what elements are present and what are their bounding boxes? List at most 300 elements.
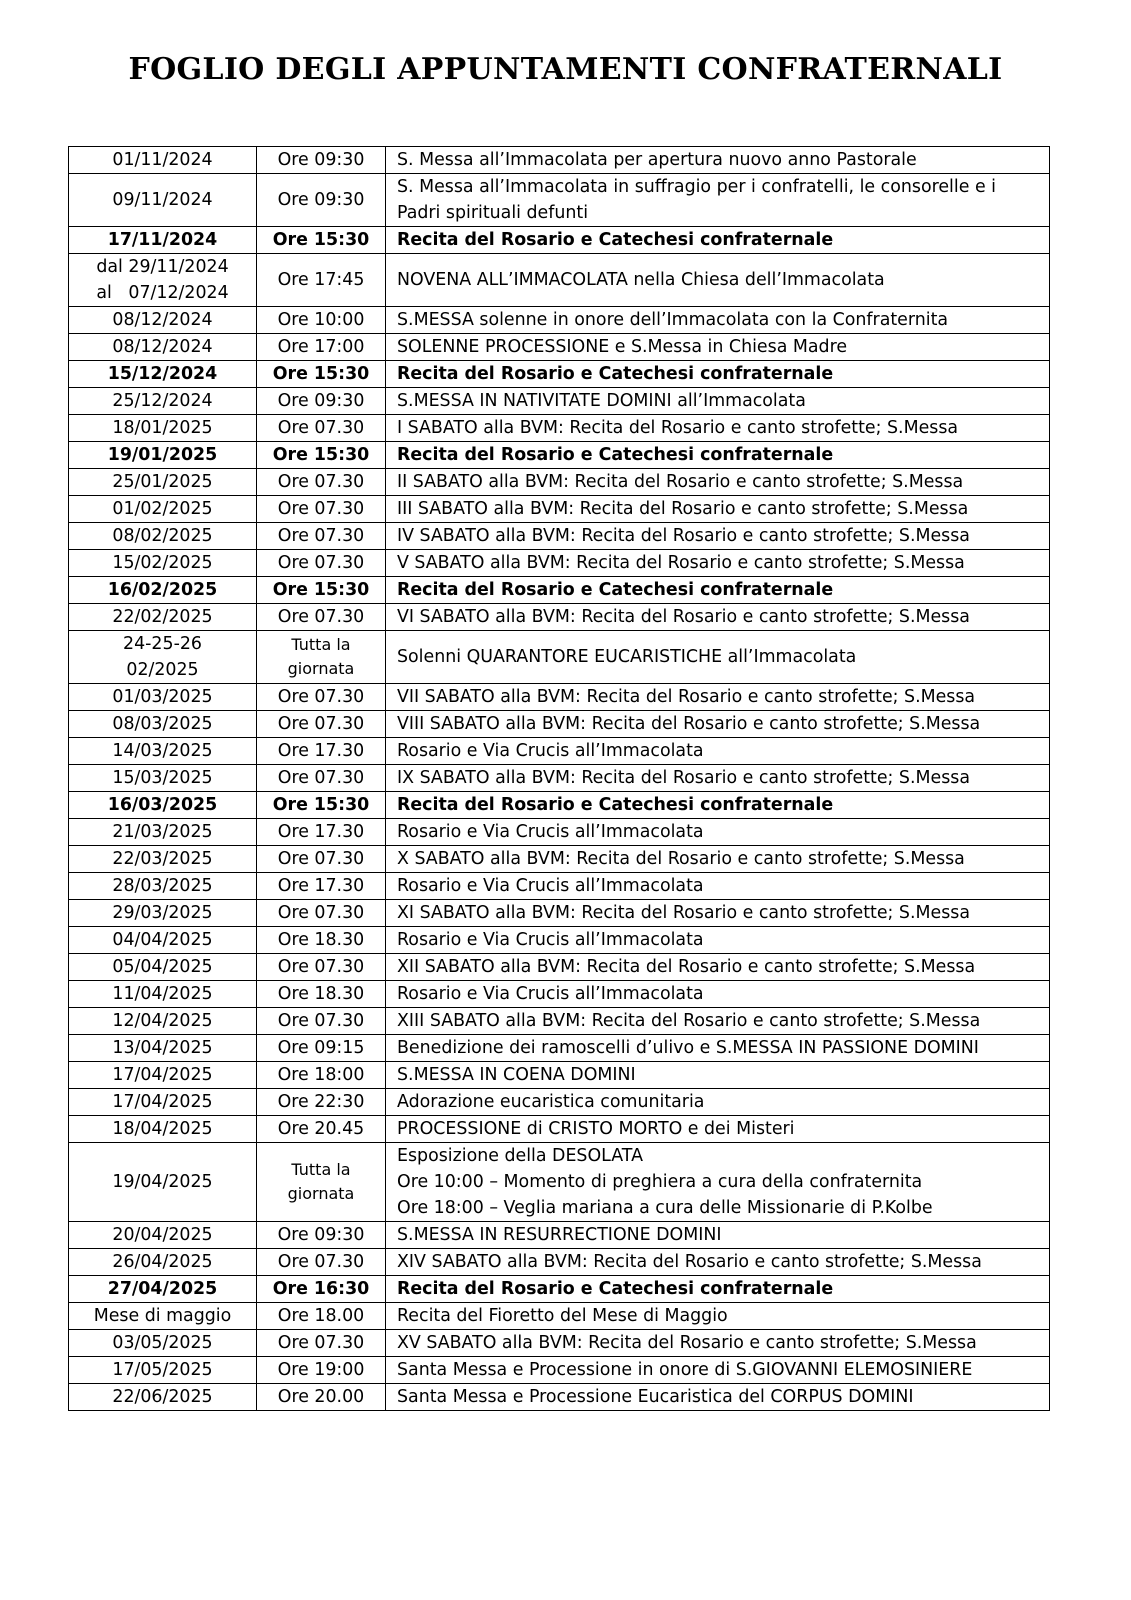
event-time-text: Ore 07.30	[277, 768, 365, 788]
event-description-text: VI SABATO alla BVM: Recita del Rosario e canto strofette; S.Messa	[397, 607, 970, 627]
event-description-text: XIII SABATO alla BVM: Recita del Rosario e canto strofette; S.Messa	[397, 1011, 981, 1031]
event-time-text: Ore 09:30	[277, 150, 365, 170]
event-date	[69, 1062, 257, 1089]
event-time-text: Ore 20.00	[277, 1387, 365, 1407]
event-date-text: 02/2025	[126, 660, 199, 680]
table-row	[69, 147, 1050, 174]
event-time	[257, 361, 386, 388]
event-time	[257, 819, 386, 846]
event-date-text: 28/03/2025	[112, 876, 213, 896]
event-time	[257, 1357, 386, 1384]
event-description	[386, 577, 1050, 604]
event-date-text: 08/02/2025	[112, 526, 213, 546]
event-time	[257, 1249, 386, 1276]
event-date-text: 08/12/2024	[112, 337, 213, 357]
table-row	[69, 1116, 1050, 1143]
event-description	[386, 604, 1050, 631]
table-row	[69, 1222, 1050, 1249]
event-description	[386, 738, 1050, 765]
event-description	[386, 174, 1050, 227]
event-description-text: Recita del Rosario e Catechesi confraternale	[397, 230, 834, 250]
event-date-text: 17/04/2025	[112, 1092, 213, 1112]
event-date-text: 15/12/2024	[107, 364, 218, 384]
event-time	[257, 1222, 386, 1249]
event-date-text: 22/02/2025	[112, 607, 213, 627]
event-date-text: 17/04/2025	[112, 1065, 213, 1085]
table-row	[69, 846, 1050, 873]
event-description	[386, 1062, 1050, 1089]
event-description	[386, 550, 1050, 577]
event-date-text: 15/03/2025	[112, 768, 213, 788]
event-time	[257, 1143, 386, 1222]
event-time	[257, 738, 386, 765]
event-time-text: Ore 07.30	[277, 1333, 365, 1353]
table-row	[69, 388, 1050, 415]
event-time-text: Ore 17.30	[277, 741, 365, 761]
event-description	[386, 1089, 1050, 1116]
event-description	[386, 792, 1050, 819]
event-date	[69, 361, 257, 388]
event-date	[69, 1035, 257, 1062]
event-description-text: X SABATO alla BVM: Recita del Rosario e canto strofette; S.Messa	[397, 849, 965, 869]
event-description-text: Benedizione dei ramoscelli d’ulivo e S.MESSA IN PASSIONE DOMINI	[397, 1038, 979, 1058]
table-row	[69, 334, 1050, 361]
event-description-text: XV SABATO alla BVM: Recita del Rosario e canto strofette; S.Messa	[397, 1333, 977, 1353]
event-time-text: Ore 18.30	[277, 984, 365, 1004]
event-time-text: Ore 16:30	[272, 1279, 370, 1299]
table-row	[69, 1384, 1050, 1411]
event-date-text: 05/04/2025	[112, 957, 213, 977]
event-time	[257, 711, 386, 738]
schedule-table	[68, 146, 1050, 1411]
event-time-text: Tutta la	[291, 635, 351, 654]
event-date-text: 16/02/2025	[107, 580, 218, 600]
event-time	[257, 1330, 386, 1357]
event-time-text: Ore 07.30	[277, 526, 365, 546]
event-time-text: Ore 10:00	[277, 310, 365, 330]
event-date	[69, 227, 257, 254]
event-time	[257, 550, 386, 577]
event-date	[69, 631, 257, 684]
event-time-text: Ore 07.30	[277, 714, 365, 734]
event-time-text: Ore 07.30	[277, 472, 365, 492]
event-date-text: 17/05/2025	[112, 1360, 213, 1380]
event-date	[69, 1222, 257, 1249]
event-description-text: XII SABATO alla BVM: Recita del Rosario e canto strofette; S.Messa	[397, 957, 976, 977]
table-row	[69, 819, 1050, 846]
event-time-text: Ore 09:30	[277, 391, 365, 411]
event-description	[386, 523, 1050, 550]
event-date	[69, 577, 257, 604]
event-time-text: Ore 07.30	[277, 687, 365, 707]
event-date-text: 09/11/2024	[112, 190, 213, 210]
event-date	[69, 1249, 257, 1276]
event-time-text: Ore 18.00	[277, 1306, 365, 1326]
event-date-text: 26/04/2025	[112, 1252, 213, 1272]
event-time-text: Ore 17:00	[277, 337, 365, 357]
event-description	[386, 954, 1050, 981]
event-time	[257, 147, 386, 174]
table-row	[69, 523, 1050, 550]
event-description	[386, 334, 1050, 361]
event-date	[69, 415, 257, 442]
event-time-text: Ore 19:00	[277, 1360, 365, 1380]
event-time	[257, 334, 386, 361]
table-row	[69, 900, 1050, 927]
table-row	[69, 631, 1050, 684]
event-description-text: Rosario e Via Crucis all’Immacolata	[397, 741, 704, 761]
event-date-text: 18/01/2025	[112, 418, 213, 438]
event-description	[386, 765, 1050, 792]
event-date	[69, 1276, 257, 1303]
event-date	[69, 738, 257, 765]
event-date-text: 21/03/2025	[112, 822, 213, 842]
table-row	[69, 1143, 1050, 1222]
event-description	[386, 819, 1050, 846]
event-time-text: Ore 17.30	[277, 822, 365, 842]
event-date-text: 12/04/2025	[112, 1011, 213, 1031]
table-row	[69, 765, 1050, 792]
event-date-text: 25/12/2024	[112, 391, 213, 411]
event-description-text: Recita del Rosario e Catechesi confraternale	[397, 795, 834, 815]
event-description-text: Recita del Fioretto del Mese di Maggio	[397, 1306, 728, 1326]
event-date	[69, 254, 257, 307]
event-time	[257, 227, 386, 254]
event-date-text: 11/04/2025	[112, 984, 213, 1004]
event-description-text: II SABATO alla BVM: Recita del Rosario e canto strofette; S.Messa	[397, 472, 964, 492]
table-row	[69, 1330, 1050, 1357]
event-date-text: 24-25-26	[123, 634, 202, 654]
event-date-text: al 07/12/2024	[96, 283, 229, 303]
event-description	[386, 1143, 1050, 1222]
table-row	[69, 1276, 1050, 1303]
event-description-text: SOLENNE PROCESSIONE e S.Messa in Chiesa Madre	[397, 337, 848, 357]
event-date	[69, 873, 257, 900]
event-date-text: 19/01/2025	[107, 445, 218, 465]
table-row	[69, 927, 1050, 954]
event-time	[257, 631, 386, 684]
event-description-text: XIV SABATO alla BVM: Recita del Rosario e canto strofette; S.Messa	[397, 1252, 982, 1272]
event-date	[69, 174, 257, 227]
event-date	[69, 765, 257, 792]
event-description-text: XI SABATO alla BVM: Recita del Rosario e canto strofette; S.Messa	[397, 903, 970, 923]
event-description-text: Adorazione eucaristica comunitaria	[397, 1092, 705, 1112]
event-description-text: III SABATO alla BVM: Recita del Rosario e canto strofette; S.Messa	[397, 499, 969, 519]
event-description-text: Solenni QUARANTORE EUCARISTICHE all’Immacolata	[397, 647, 857, 667]
event-time	[257, 1089, 386, 1116]
event-description	[386, 1330, 1050, 1357]
table-row	[69, 227, 1050, 254]
table-row	[69, 1008, 1050, 1035]
event-description	[386, 1276, 1050, 1303]
event-description	[386, 900, 1050, 927]
event-date-text: Mese di maggio	[93, 1306, 232, 1326]
event-time-text: Ore 15:30	[272, 364, 370, 384]
table-row	[69, 1357, 1050, 1384]
event-description-text: S. Messa all’Immacolata per apertura nuovo anno Pastorale	[397, 150, 917, 170]
event-date	[69, 792, 257, 819]
event-time-text: Ore 17:45	[277, 270, 365, 290]
event-date-text: 13/04/2025	[112, 1038, 213, 1058]
event-description-text: Rosario e Via Crucis all’Immacolata	[397, 930, 704, 950]
table-row	[69, 604, 1050, 631]
event-time	[257, 1276, 386, 1303]
event-date-text: 03/05/2025	[112, 1333, 213, 1353]
table-row	[69, 1035, 1050, 1062]
event-time	[257, 388, 386, 415]
event-date	[69, 1384, 257, 1411]
table-row	[69, 174, 1050, 227]
event-date	[69, 1116, 257, 1143]
event-time	[257, 927, 386, 954]
event-time	[257, 954, 386, 981]
event-description-text: Recita del Rosario e Catechesi confraternale	[397, 445, 834, 465]
event-time-text: giornata	[287, 659, 355, 678]
event-time-text: Ore 07.30	[277, 957, 365, 977]
table-row	[69, 954, 1050, 981]
event-description	[386, 361, 1050, 388]
event-description	[386, 469, 1050, 496]
event-time-text: Ore 07.30	[277, 849, 365, 869]
event-description	[386, 1116, 1050, 1143]
event-date-text: 08/03/2025	[112, 714, 213, 734]
event-time-text: Ore 15:30	[272, 445, 370, 465]
event-time	[257, 900, 386, 927]
event-time-text: Ore 09:30	[277, 190, 365, 210]
event-description-text: Recita del Rosario e Catechesi confraternale	[397, 1279, 834, 1299]
event-time-text: Ore 09:15	[277, 1038, 365, 1058]
event-time-text: Ore 07.30	[277, 553, 365, 573]
event-date	[69, 1008, 257, 1035]
event-time	[257, 792, 386, 819]
event-date-text: 04/04/2025	[112, 930, 213, 950]
event-date-text: 01/11/2024	[112, 150, 213, 170]
event-time	[257, 442, 386, 469]
event-time-text: Ore 20.45	[277, 1119, 365, 1139]
table-row	[69, 550, 1050, 577]
event-date	[69, 147, 257, 174]
event-description-text: VII SABATO alla BVM: Recita del Rosario e canto strofette; S.Messa	[397, 687, 976, 707]
event-time-text: Ore 07.30	[277, 903, 365, 923]
event-date-text: 22/03/2025	[112, 849, 213, 869]
event-description	[386, 711, 1050, 738]
event-date-text: 01/03/2025	[112, 687, 213, 707]
event-description-text: S.MESSA IN NATIVITATE DOMINI all’Immacolata	[397, 391, 806, 411]
event-date	[69, 900, 257, 927]
event-description-text: Ore 18:00 – Veglia mariana a cura delle Missionarie di P.Kolbe	[397, 1198, 933, 1218]
event-description-text: IV SABATO alla BVM: Recita del Rosario e canto strofette; S.Messa	[397, 526, 970, 546]
table-row	[69, 254, 1050, 307]
event-date	[69, 954, 257, 981]
event-description	[386, 1222, 1050, 1249]
event-time	[257, 981, 386, 1008]
event-date	[69, 1330, 257, 1357]
event-time	[257, 307, 386, 334]
event-time	[257, 469, 386, 496]
event-date	[69, 469, 257, 496]
event-description-text: IX SABATO alla BVM: Recita del Rosario e canto strofette; S.Messa	[397, 768, 970, 788]
event-date	[69, 1089, 257, 1116]
event-date-text: 15/02/2025	[112, 553, 213, 573]
event-description	[386, 631, 1050, 684]
event-description-text: Ore 10:00 – Momento di preghiera a cura della confraternita	[397, 1172, 923, 1192]
event-time	[257, 523, 386, 550]
table-row	[69, 496, 1050, 523]
event-time-text: Ore 07.30	[277, 1011, 365, 1031]
event-date	[69, 1303, 257, 1330]
event-description	[386, 415, 1050, 442]
event-time-text: Ore 22:30	[277, 1092, 365, 1112]
table-row	[69, 792, 1050, 819]
event-description	[386, 1303, 1050, 1330]
event-description-text: Santa Messa e Processione in onore di S.GIOVANNI ELEMOSINIERE	[397, 1360, 973, 1380]
event-date-text: dal 29/11/2024	[96, 257, 229, 277]
table-row	[69, 738, 1050, 765]
event-description-text: Recita del Rosario e Catechesi confraternale	[397, 364, 834, 384]
event-date	[69, 307, 257, 334]
event-date-text: 19/04/2025	[112, 1172, 213, 1192]
event-date	[69, 819, 257, 846]
event-time-text: Ore 15:30	[272, 795, 370, 815]
event-description	[386, 227, 1050, 254]
event-time	[257, 1384, 386, 1411]
event-date	[69, 1357, 257, 1384]
table-row	[69, 711, 1050, 738]
event-description-text: PROCESSIONE di CRISTO MORTO e dei Misteri	[397, 1119, 795, 1139]
event-description-text: Esposizione della DESOLATA	[397, 1146, 643, 1166]
event-description	[386, 147, 1050, 174]
event-time-text: Ore 15:30	[272, 230, 370, 250]
event-description-text: NOVENA ALL’IMMACOLATA nella Chiesa dell’Immacolata	[397, 270, 885, 290]
event-description	[386, 1035, 1050, 1062]
event-description	[386, 442, 1050, 469]
table-row	[69, 1089, 1050, 1116]
event-time	[257, 496, 386, 523]
event-time-text: Ore 17.30	[277, 876, 365, 896]
table-row	[69, 415, 1050, 442]
event-description-text: S. Messa all’Immacolata in suffragio per i confratelli, le consorelle e i Padri spirituali defunti	[397, 177, 997, 223]
event-time	[257, 254, 386, 307]
event-description-text: Rosario e Via Crucis all’Immacolata	[397, 984, 704, 1004]
event-time-text: Ore 07.30	[277, 607, 365, 627]
event-time	[257, 846, 386, 873]
event-time-text: Ore 18.30	[277, 930, 365, 950]
event-description	[386, 1357, 1050, 1384]
event-time-text: Ore 07.30	[277, 1252, 365, 1272]
event-date	[69, 1143, 257, 1222]
schedule-body	[69, 147, 1050, 1411]
event-date-text: 08/12/2024	[112, 310, 213, 330]
event-date	[69, 927, 257, 954]
event-description-text: S.MESSA IN COENA DOMINI	[397, 1065, 636, 1085]
table-row	[69, 1062, 1050, 1089]
event-time	[257, 684, 386, 711]
event-date-text: 29/03/2025	[112, 903, 213, 923]
event-date-text: 22/06/2025	[112, 1387, 213, 1407]
table-row	[69, 981, 1050, 1008]
event-time	[257, 1303, 386, 1330]
event-time	[257, 765, 386, 792]
event-date-text: 01/02/2025	[112, 499, 213, 519]
event-time-text: Ore 15:30	[272, 580, 370, 600]
event-time	[257, 577, 386, 604]
event-date-text: 20/04/2025	[112, 1225, 213, 1245]
table-row	[69, 469, 1050, 496]
event-description	[386, 254, 1050, 307]
event-time-text: Ore 18:00	[277, 1065, 365, 1085]
event-time	[257, 1008, 386, 1035]
event-date	[69, 846, 257, 873]
event-description-text: V SABATO alla BVM: Recita del Rosario e canto strofette; S.Messa	[397, 553, 965, 573]
event-time	[257, 1035, 386, 1062]
event-description-text: VIII SABATO alla BVM: Recita del Rosario e canto strofette; S.Messa	[397, 714, 981, 734]
event-date	[69, 334, 257, 361]
event-description	[386, 981, 1050, 1008]
event-description-text: Santa Messa e Processione Eucaristica del CORPUS DOMINI	[397, 1387, 914, 1407]
event-date	[69, 442, 257, 469]
table-row	[69, 361, 1050, 388]
event-time-text: giornata	[287, 1184, 355, 1203]
event-description	[386, 496, 1050, 523]
event-time-text: Ore 07.30	[277, 418, 365, 438]
event-time-text: Tutta la	[291, 1160, 351, 1179]
table-row	[69, 307, 1050, 334]
event-description-text: Rosario e Via Crucis all’Immacolata	[397, 876, 704, 896]
event-time-text: Ore 09:30	[277, 1225, 365, 1245]
event-time	[257, 415, 386, 442]
event-date-text: 18/04/2025	[112, 1119, 213, 1139]
event-description-text: I SABATO alla BVM: Recita del Rosario e canto strofette; S.Messa	[397, 418, 959, 438]
event-time	[257, 873, 386, 900]
event-date	[69, 496, 257, 523]
event-time	[257, 174, 386, 227]
event-date-text: 14/03/2025	[112, 741, 213, 761]
event-description	[386, 1249, 1050, 1276]
event-description-text: S.MESSA IN RESURRECTIONE DOMINI	[397, 1225, 722, 1245]
event-date-text: 27/04/2025	[107, 1279, 218, 1299]
event-description	[386, 846, 1050, 873]
event-date	[69, 523, 257, 550]
table-row	[69, 577, 1050, 604]
event-description	[386, 927, 1050, 954]
event-date	[69, 604, 257, 631]
event-time-text: Ore 07.30	[277, 499, 365, 519]
event-date	[69, 550, 257, 577]
event-time	[257, 1062, 386, 1089]
event-date-text: 16/03/2025	[107, 795, 218, 815]
event-description-text: Rosario e Via Crucis all’Immacolata	[397, 822, 704, 842]
event-description	[386, 873, 1050, 900]
event-description	[386, 307, 1050, 334]
page-title: FOGLIO DEGLI APPUNTAMENTI CONFRATERNALI	[128, 52, 1003, 87]
event-description	[386, 388, 1050, 415]
event-description	[386, 1008, 1050, 1035]
event-time	[257, 604, 386, 631]
table-row	[69, 684, 1050, 711]
table-row	[69, 873, 1050, 900]
event-date-text: 25/01/2025	[112, 472, 213, 492]
event-description-text: S.MESSA solenne in onore dell’Immacolata con la Confraternita	[397, 310, 949, 330]
event-date	[69, 981, 257, 1008]
event-date	[69, 711, 257, 738]
event-description	[386, 684, 1050, 711]
event-date	[69, 388, 257, 415]
table-row	[69, 442, 1050, 469]
event-description-text: Recita del Rosario e Catechesi confraternale	[397, 580, 834, 600]
event-date	[69, 684, 257, 711]
event-time	[257, 1116, 386, 1143]
table-row	[69, 1249, 1050, 1276]
